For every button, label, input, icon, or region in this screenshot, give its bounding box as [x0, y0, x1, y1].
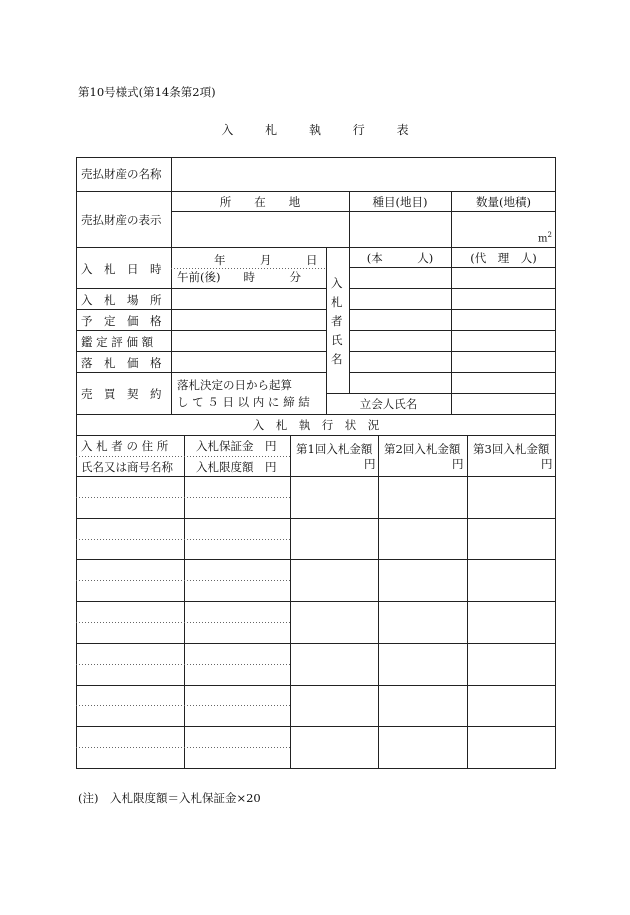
contract-terms-line-2: し て ５ 日 以 内 に 締 結 — [177, 395, 310, 409]
bidder-name-vertical-char: 名 — [331, 352, 343, 366]
round-1-yen-unit: 円 — [364, 457, 376, 471]
bidder-name-header: 氏名又は商号名称 — [81, 460, 173, 474]
location-column-header: 所 在 地 — [219, 195, 301, 209]
principal-header: (本 人) — [366, 251, 434, 265]
agent-header: (代 理 人) — [470, 251, 537, 265]
round-1-amount-header: 第1回入札金額 — [296, 442, 373, 456]
round-2-amount-header: 第2回入札金額 — [384, 442, 461, 456]
bidder-name-vertical-char: 入 — [331, 276, 343, 290]
bidder-address-header: 入 札 者 の 住 所 — [81, 439, 169, 453]
form-reference: 第10号様式(第14条第2項) — [78, 85, 216, 99]
page-title: 入 札 執 行 表 — [221, 123, 423, 137]
bid-datetime-label: 入 札 日 時 — [81, 262, 162, 276]
bid-date-line: 年 月 日 — [214, 253, 318, 267]
round-2-yen-unit: 円 — [452, 457, 464, 471]
square-meter-unit: $m^2$ — [538, 231, 552, 245]
bid-limit-header: 入札限度額 円 — [196, 460, 277, 474]
winning-price-label: 落 札 価 格 — [81, 356, 162, 370]
bid-status-heading: 入 札 執 行 状 況 — [252, 418, 380, 432]
round-3-yen-unit: 円 — [541, 457, 553, 471]
bidder-name-vertical-char: 札 — [331, 295, 343, 309]
bidder-name-vertical-char: 氏 — [331, 333, 343, 347]
quantity-column-header: 数量(地積) — [476, 195, 531, 209]
sale-contract-label: 売 買 契 約 — [81, 387, 162, 401]
category-column-header: 種目(地目) — [372, 195, 428, 209]
bid-place-label: 入 札 場 所 — [81, 293, 162, 307]
bid-deposit-header: 入札保証金 円 — [196, 439, 277, 453]
contract-terms-line-1: 落札決定の日から起算 — [177, 378, 292, 392]
planned-price-label: 予 定 価 格 — [81, 314, 162, 328]
bidder-name-vertical-char: 者 — [331, 314, 343, 328]
round-3-amount-header: 第3回入札金額 — [473, 442, 550, 456]
appraisal-value-label: 鑑 定 評 価 額 — [81, 335, 154, 349]
witness-name-label: 立会人氏名 — [359, 397, 418, 411]
bid-time-line: 午前(後) 時 分 — [177, 270, 301, 284]
footnote: (注) 入札限度額＝入札保証金×20 — [78, 791, 261, 805]
property-display-label: 売払財産の表示 — [81, 213, 162, 227]
property-name-label: 売払財産の名称 — [81, 167, 162, 181]
